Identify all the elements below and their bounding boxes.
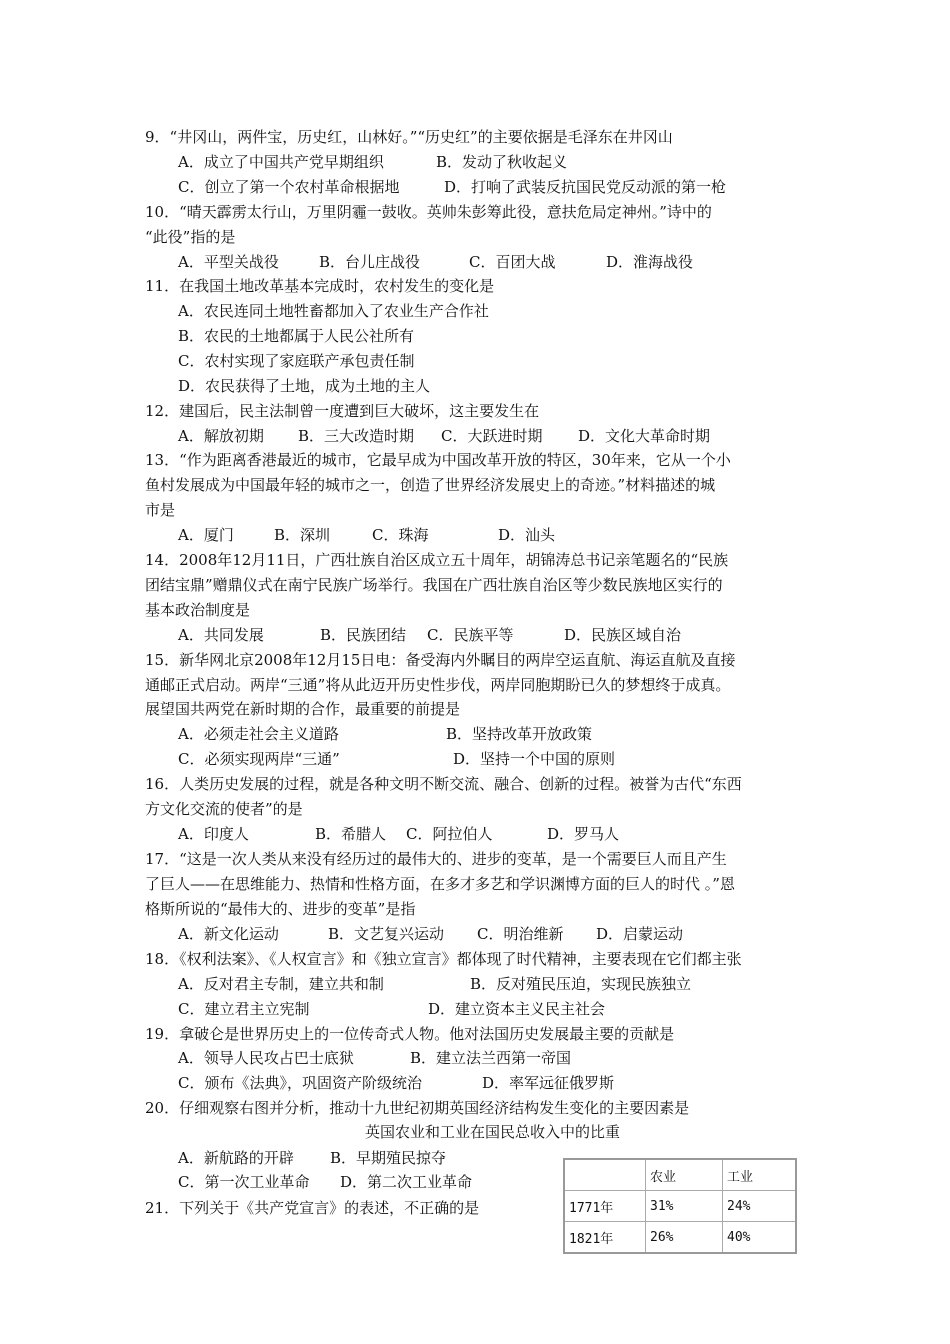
q9-option-b: B．发动了秋收起义 [436,153,568,171]
q10-option-a: A．平型关战役 [178,253,279,271]
q14-option-a: A．共同发展 [178,626,264,644]
q15-option-b: B．坚持改革开放政策 [446,725,593,743]
table-cell-agriculture: 31% [646,1191,723,1222]
q20-option-d: D．第二次工业革命 [340,1173,473,1191]
q12-stem: 12．建国后，民主法制曾一度遭到巨大破坏，这主要发生在 [145,402,540,420]
q18-option-a: A．反对君主专制，建立共和制 [178,975,384,993]
q15-option-d: D．坚持一个中国的原则 [453,750,616,768]
q15-stem-line3: 展望国共两党在新时期的合作，最重要的前提是 [145,700,461,718]
q14-stem-line2: 团结宝鼎”赠鼎仪式在南宁民族广场举行。我国在广西壮族自治区等少数民族地区实行的 [145,576,723,594]
q14-stem-line3: 基本政治制度是 [145,601,251,619]
q19-stem: 19．拿破仑是世界历史上的一位传奇式人物。他对法国历史发展最主要的贡献是 [145,1025,675,1043]
q13-option-b: B．深圳 [274,526,331,544]
q18-option-c: C．建立君主立宪制 [178,1000,310,1018]
q9-option-c: C．创立了第一个农村革命根据地 [178,178,400,196]
q14-option-d: D．民族区域自治 [564,626,682,644]
q17-option-c: C．明治维新 [477,925,564,943]
q17-stem-line2: 了巨人——在思维能力、热情和性格方面，在多才多艺和学识渊博方面的巨人的时代 。”恩 [145,875,735,893]
q16-option-b: B．希腊人 [315,825,387,843]
q11-option-d: D．农民获得了土地，成为土地的主人 [178,377,431,395]
q9-option-d: D．打响了武装反抗国民党反动派的第一枪 [444,178,727,196]
q11-option-b: B．农民的土地都属于人民公社所有 [178,327,415,345]
q15-stem-line1: 15．新华网北京2008年12月15日电：备受海内外瞩目的两岸空运直航、海运直航及直接 [145,651,736,669]
q16-option-a: A．印度人 [178,825,249,843]
q18-option-d: D．建立资本主义民主社会 [428,1000,606,1018]
q12-option-c: C．大跃进时期 [441,427,543,445]
q12-option-b: B．三大改造时期 [298,427,415,445]
q21-stem: 21．下列关于《共产党宣言》的表述，不正确的是 [145,1199,480,1217]
q19-option-b: B．建立法兰西第一帝国 [410,1049,572,1067]
table-cell-agriculture: 26% [646,1222,723,1254]
q16-stem-line1: 16．人类历史发展的过程，就是各种文明不断交流、融合、创新的过程。被誉为古代“东西 [145,775,742,793]
q18-option-b: B．反对殖民压迫，实现民族独立 [470,975,692,993]
q11-option-a: A．农民连同土地牲畜都加入了农业生产合作社 [178,302,489,320]
q9-option-a: A．成立了中国共产党早期组织 [178,153,384,171]
q17-option-b: B．文艺复兴运动 [328,925,445,943]
table-row-year: 1821年 [564,1222,646,1254]
q17-stem-line1: 17．“这是一次人类从来没有经历过的最伟大的、进步的变革，是一个需要巨人而且产生 [145,850,727,868]
q11-option-c: C．农村实现了家庭联产承包责任制 [178,352,415,370]
table-header-row [564,1159,796,1191]
table-row [564,1191,796,1222]
q19-option-d: D．率军远征俄罗斯 [482,1074,615,1092]
q17-option-d: D．启蒙运动 [596,925,684,943]
q19-option-a: A．领导人民攻占巴士底狱 [178,1049,354,1067]
q15-stem-line2: 通邮正式启动。两岸“三通”将从此迈开历史性步伐，两岸同胞期盼已久的梦想终于成真。 [145,676,731,694]
q13-stem-line3: 市是 [145,501,176,519]
q14-option-c: C．民族平等 [427,626,514,644]
table-cell-industry: 40% [723,1222,797,1254]
q13-stem-line2: 鱼村发展成为中国最年轻的城市之一，创造了世界经济发展史上的奇迹。”材料描述的城 [145,476,716,494]
table-cell-industry: 24% [723,1191,797,1222]
q10-stem-line1: 10．“晴天霹雳太行山，万里阴霾一鼓收。英帅朱彭筹此役，意扶危局定神州。”诗中的 [145,203,712,221]
q20-option-c: C．第一次工业革命 [178,1173,310,1191]
q20-option-a: A．新航路的开辟 [178,1149,294,1167]
q20-option-b: B．早期殖民掠夺 [330,1149,447,1167]
q14-stem-line1: 14．2008年12月11日，广西壮族自治区成立五十周年，胡锦涛总书记亲笔题名的“民族 [145,551,729,569]
table-header-industry: 工业 [723,1159,797,1191]
q13-option-c: C．珠海 [372,526,429,544]
q17-option-a: A．新文化运动 [178,925,279,943]
q12-option-d: D．文化大革命时期 [578,427,711,445]
q16-stem-line2: 方文化交流的使者”的是 [145,800,303,818]
table-header-cell [564,1159,646,1191]
q12-option-a: A．解放初期 [178,427,264,445]
table-row [564,1222,796,1254]
q19-option-c: C．颁布《法典》，巩固资产阶级统治 [178,1074,422,1092]
q17-stem-line3: 格斯所说的“最伟大的、进步的变革”是指 [145,900,416,918]
q16-option-c: C．阿拉伯人 [406,825,493,843]
q13-option-a: A．厦门 [178,526,234,544]
q10-stem-line2: “此役”指的是 [145,228,236,246]
q15-option-c: C．必须实现两岸“三通” [178,750,340,768]
q9-stem: 9．“井冈山，两件宝，历史红，山林好。”“历史红”的主要依据是毛泽东在井冈山 [145,128,673,146]
income-share-table [563,1158,797,1254]
q16-option-d: D．罗马人 [547,825,620,843]
q13-stem-line1: 13．“作为距离香港最近的城市，它最早成为中国改革开放的特区，30年来，它从一个小 [145,451,731,469]
table-caption: 英国农业和工业在国民总收入中的比重 [365,1123,621,1141]
q14-option-b: B．民族团结 [320,626,407,644]
q10-option-b: B．台儿庄战役 [319,253,421,271]
q15-option-a: A．必须走社会主义道路 [178,725,339,743]
q13-option-d: D．汕头 [498,526,556,544]
table-header-agriculture: 农业 [646,1159,723,1191]
q10-option-c: C．百团大战 [469,253,556,271]
table-row-year: 1771年 [564,1191,646,1222]
q10-option-d: D．淮海战役 [606,253,694,271]
q11-stem: 11．在我国土地改革基本完成时，农村发生的变化是 [145,277,495,295]
q18-stem: 18．《权利法案》、《人权宣言》和《独立宣言》都体现了时代精神，主要表现在它们都主张 [145,950,742,968]
q20-stem: 20．仔细观察右图并分析，推动十九世纪初期英国经济结构发生变化的主要因素是 [145,1099,690,1117]
